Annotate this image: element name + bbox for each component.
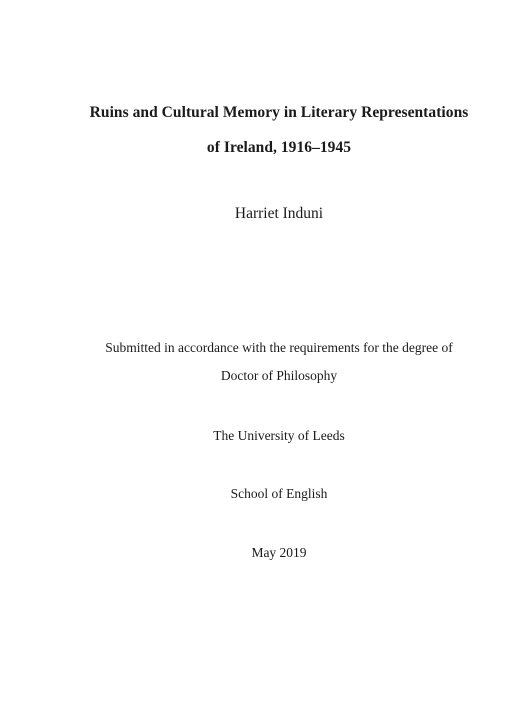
submission-date: May 2019	[251, 545, 307, 560]
school-name: School of English	[230, 486, 328, 501]
submission-statement: Submitted in accordance with the requirements for the degree of	[105, 340, 453, 355]
author-name: Harriet Induni	[234, 205, 324, 222]
thesis-title-line-2: of Ireland, 1916–1945	[206, 139, 352, 156]
university-name: The University of Leeds	[213, 428, 345, 443]
degree-name: Doctor of Philosophy	[220, 368, 338, 383]
thesis-title-line-1: Ruins and Cultural Memory in Literary Representations	[89, 104, 469, 121]
